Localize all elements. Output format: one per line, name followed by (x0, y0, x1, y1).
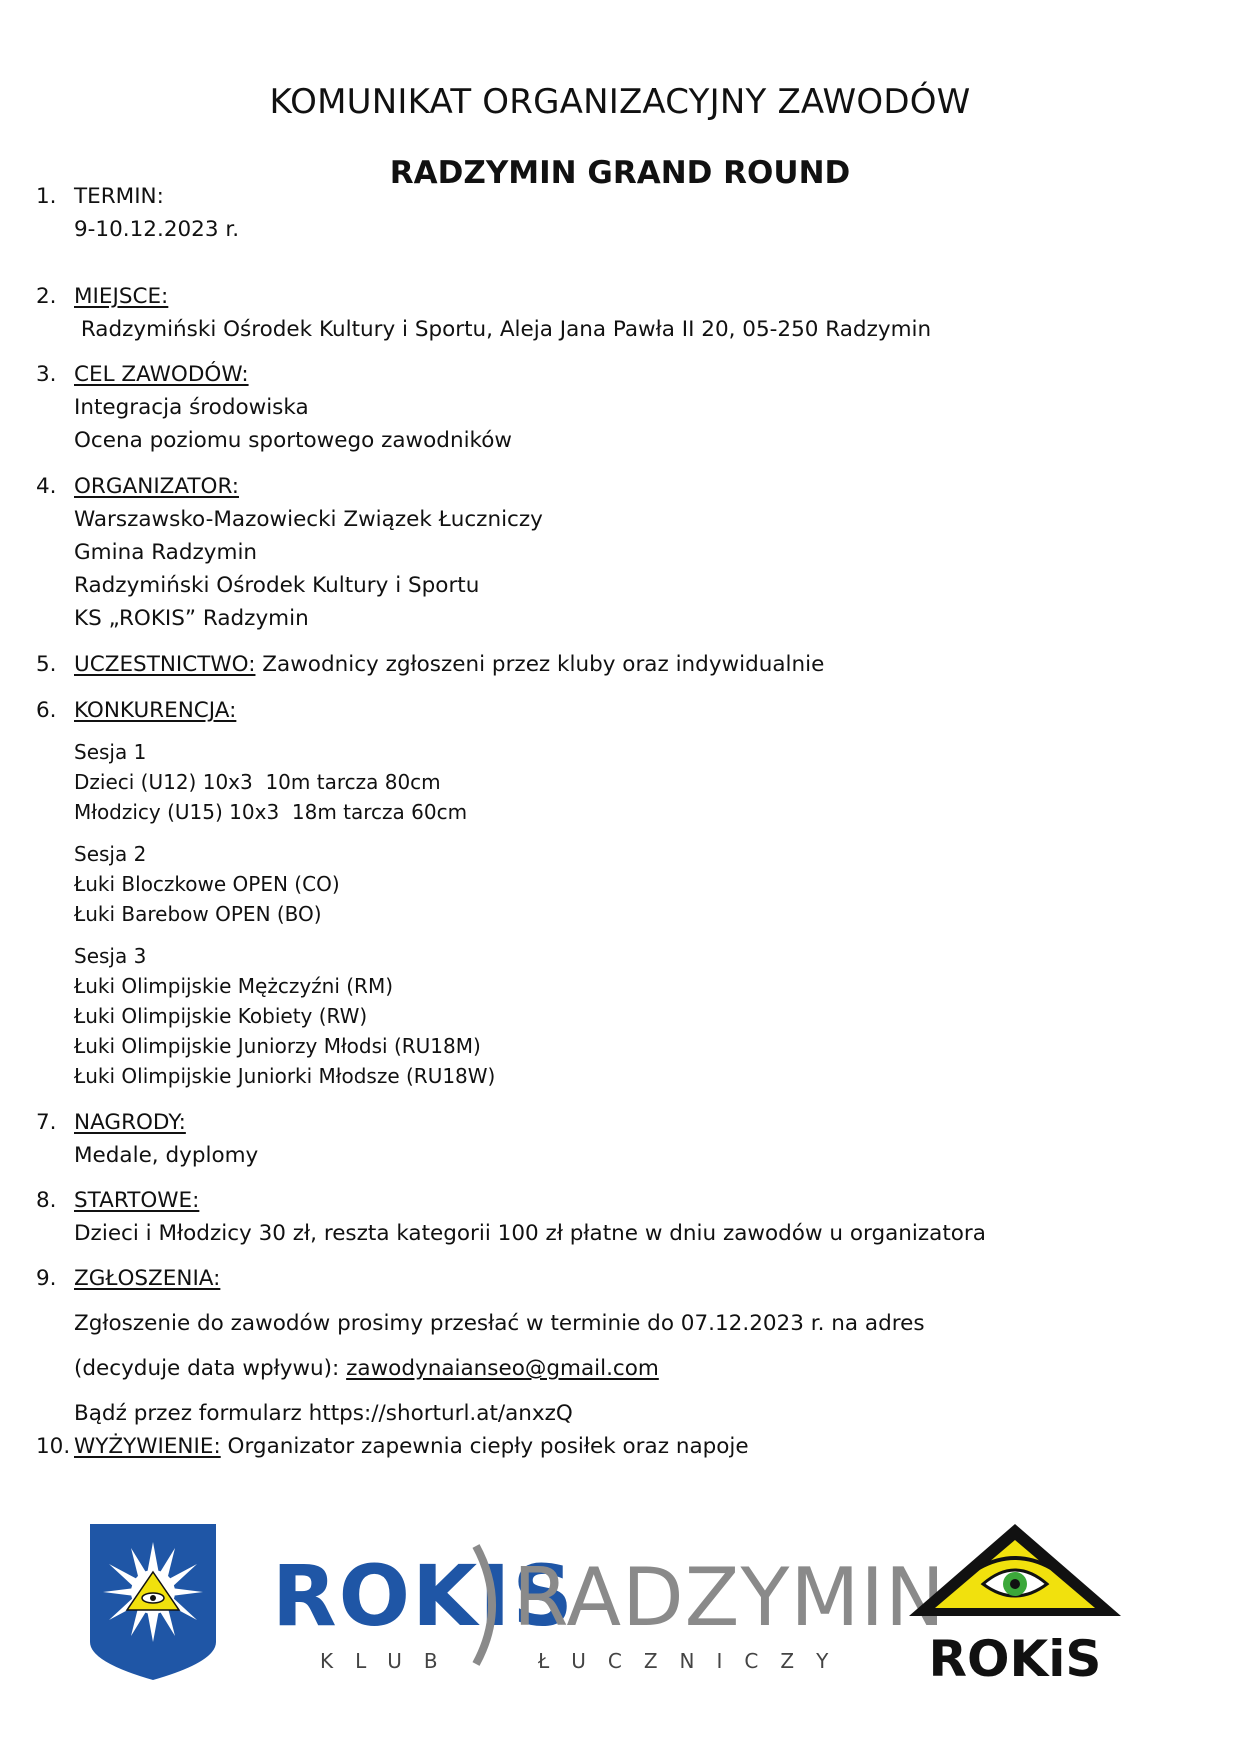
section-number: 1. (36, 184, 57, 209)
section-label: TERMIN: (74, 184, 164, 209)
section-text: (decyduje data wpływu): (74, 1356, 347, 1381)
email-link[interactable]: zawodynaianseo@gmail.com (346, 1356, 659, 1381)
logos-footer (0, 1510, 1240, 1690)
section-label: WYŻYWIENIE: (74, 1434, 221, 1459)
session-item: Łuki Bloczkowe OPEN (CO) (74, 872, 340, 896)
session-title: Sesja 1 (74, 740, 147, 764)
rokis-eye-badge-logo (905, 1518, 1125, 1688)
radzymin-coat-of-arms-logo (88, 1522, 218, 1682)
section-number: 8. (36, 1188, 57, 1213)
section-text: Medale, dyplomy (74, 1143, 259, 1168)
session-title: Sesja 3 (74, 944, 147, 968)
session-item: Łuki Olimpijskie Mężczyźni (RM) (74, 974, 394, 998)
session-item: Dzieci (U12) 10x3 10m tarcza 80cm (74, 770, 441, 794)
section-text: Integracja środowiska (74, 395, 309, 420)
session-title: Sesja 2 (74, 842, 147, 866)
section-label: NAGRODY: (74, 1110, 186, 1135)
section-text: Dzieci i Młodzicy 30 zł, reszta kategorii 100 zł płatne w dniu zawodów u organizatora (74, 1221, 986, 1246)
klub-subtitle: KLUB (320, 1649, 460, 1673)
section-text: 9-10.12.2023 r. (74, 217, 240, 242)
section-text: Radzymiński Ośrodek Kultury i Sportu, Aleja Jana Pawła II 20, 05-250 Radzymin (74, 317, 932, 342)
form-link-text: Bądź przez formularz https://shorturl.at/anxzQ (74, 1401, 573, 1426)
section-number: 3. (36, 362, 57, 387)
rokis-badge-text: ROKiS (928, 1630, 1102, 1688)
section-label: ZGŁOSZENIA: (74, 1266, 221, 1291)
section-text: Gmina Radzymin (74, 540, 258, 565)
section-text: KS „ROKIS” Radzymin (74, 606, 309, 631)
section-label: STARTOWE: (74, 1188, 200, 1213)
section-text: Zawodnicy zgłoszeni przez kluby oraz indywidualnie (255, 652, 825, 677)
session-item: Łuki Barebow OPEN (BO) (74, 902, 322, 926)
session-item: Młodzicy (U15) 10x3 18m tarcza 60cm (74, 800, 468, 824)
session-item: Łuki Olimpijskie Juniorzy Młodsi (RU18M) (74, 1034, 481, 1058)
rokis-wordmark: ROKIS (272, 1547, 575, 1645)
section-number: 2. (36, 284, 57, 309)
radzymin-wordmark: RADZYMIN (513, 1551, 946, 1644)
section-number: 5. (36, 652, 57, 677)
document-subtitle: RADZYMIN GRAND ROUND (389, 155, 851, 191)
section-label: ORGANIZATOR: (74, 474, 239, 499)
section-label: UCZESTNICTWO: (74, 652, 256, 677)
section-number: 9. (36, 1266, 57, 1291)
rokis-radzymin-club-logo (268, 1530, 946, 1680)
section-number: 6. (36, 698, 57, 723)
section-text: Organizator zapewnia ciepły posiłek oraz napoje (220, 1434, 749, 1459)
section-number: 10. (36, 1434, 71, 1459)
luczniczy-subtitle: ŁUCZNICZY (538, 1649, 851, 1673)
section-number: 4. (36, 474, 57, 499)
section-text: Warszawsko-Mazowiecki Związek Łuczniczy (74, 507, 543, 532)
session-item: Łuki Olimpijskie Kobiety (RW) (74, 1004, 368, 1028)
document-title: KOMUNIKAT ORGANIZACYJNY ZAWODÓW (269, 82, 971, 122)
section-text: Radzymiński Ośrodek Kultury i Sportu (74, 573, 480, 598)
section-label: KONKURENCJA: (74, 698, 237, 723)
section-label: CEL ZAWODÓW: (74, 362, 249, 387)
section-text: Ocena poziomu sportowego zawodników (74, 428, 512, 453)
section-number: 7. (36, 1110, 57, 1135)
section-label: MIEJSCE: (74, 284, 169, 309)
session-item: Łuki Olimpijskie Juniorki Młodsze (RU18W) (74, 1064, 496, 1088)
section-text: Zgłoszenie do zawodów prosimy przesłać w terminie do 07.12.2023 r. na adres (74, 1311, 925, 1336)
